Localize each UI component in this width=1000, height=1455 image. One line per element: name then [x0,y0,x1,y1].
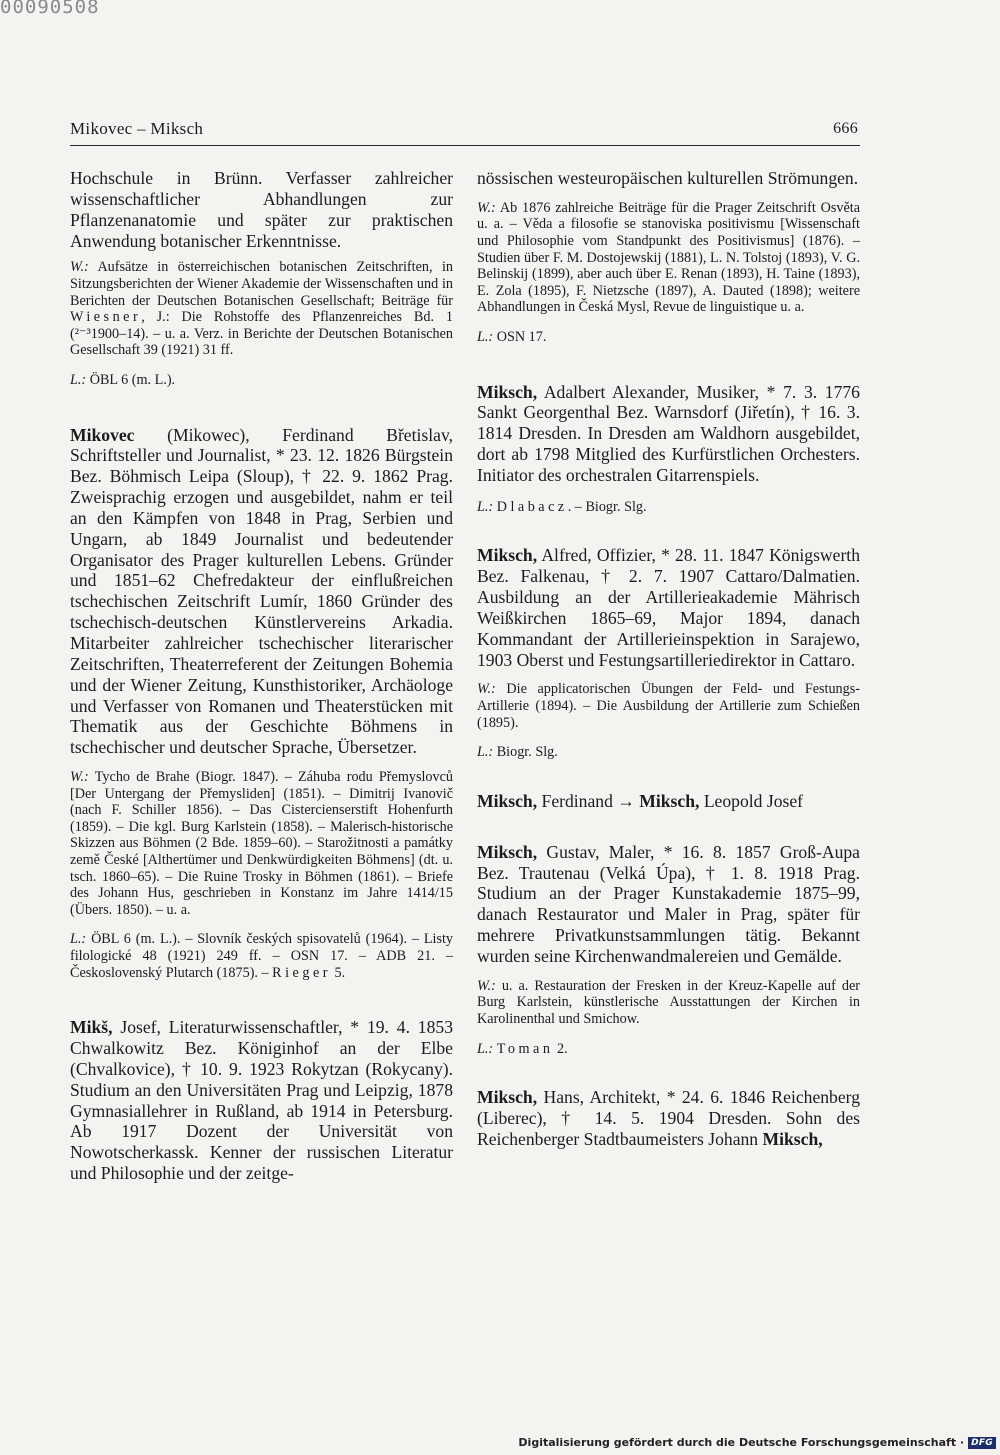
lit-text-end: 5. [334,964,346,981]
entry-body: Ferdinand [541,790,613,811]
lit-label: L.: [477,1040,494,1057]
entry-gustav-works [477,978,860,1028]
entry-gustav-text [477,842,860,967]
works-text: Aufsätze in österreichischen botanischen Zeitschriften, in Sitzungsberichten der Wiener Akademie der Wissenschaften und in Berichten der Deutschen Botanischen Gesellschaft; Beiträge für [70,259,453,309]
lit-label: L.: [70,931,87,948]
digitization-footer [518,1436,996,1449]
works-label: W.: [477,977,496,994]
lit-text-end: 2. [556,1040,568,1057]
works-label: W.: [477,199,496,216]
right-column [477,168,860,1150]
entry-headword: Mikš, [70,1017,113,1038]
lit-text: ÖBL 6 (m. L.). – Slovník českých spisovatelů (1964). – Listy filologické 48 (1921) 249 ff. – OSN 17. – ADB 21. – Československý Plutarch (1875). – [70,931,454,981]
entry-miksch-gustav [477,842,860,1057]
lit-label: L.: [477,498,494,515]
works-label: W.: [70,259,89,276]
works-text-end: , J.: Die Rohstoffe des Pflanzenreiches Bd. 1 (²⁻³1900–14). – u. a. Verz. in Berichte der Deutschen Botanischen Gesellschaft 39 (1921) 31 ff. [70,309,453,359]
entry-alfred-works [477,681,860,731]
lit-spaced-name: Toman [496,1040,554,1057]
entry-headword: Mikovec [70,424,135,445]
continued-entry-works [477,200,860,316]
entry-hans-text [477,1087,860,1150]
footer-text: Digitalisierung gefördert durch die Deutsche Forschungsgemeinschaft · [518,1436,965,1449]
scan-id: 00090508 [0,0,100,18]
works-label: W.: [70,769,89,786]
entry-adalbert-literature [477,499,860,516]
running-head-title: Mikovec – Miksch [70,119,204,138]
entry-miks-text [70,1017,453,1184]
entry-body: (Mikowec), Ferdinand Břetislav, Schriftsteller und Journalist, * 23. 12. 1826 Bürgstein Bez. Böhmisch Leipa (Sloup), † 22. 9. 1862 Prag. Zweisprachig erzogen und ausgebildet, nahm er teil an den Kämpfen von 1848 in Prag, Serbien und Ungarn, ab 1849 Journalist und bedeutender Organisator des Prager kulturellen Lebens. Gründer und 1851–62 Chefredakteur der einflußreichen tschechischen Zeitschrift Lumír, 1860 Gründer des tschechisch-deutschen Künstlervereins Arkadia. Mitarbeiter zahlreicher tschechischer literarischer Zeitschriften, Theaterreferent der Zeitungen Bohemia und der Wiener Zeitung, Kunsthistoriker, Archäologe und Verfasser von Romanen und Theaterstücken mit Thematik aus der Geschichte Böhmens in tschechischer und deutscher Sprache, Übersetzer. [70,424,453,758]
entry-miksch-alfred [477,545,860,760]
cross-reference-arrow-icon: → [617,790,635,811]
entry-body: Josef, Literaturwissenschaftler, * 19. 4. 1853 Chwalkowitz Bez. Königinhof an der Elbe (Chvalkovice), † 10. 9. 1923 Rokytzan (Rokycany). Studium an den Universitäten Prag und Leipzig, 1878 Gymnasiallehrer in Rußland, ab 1914 in Petersburg. Ab 1917 Dozent der Universität von Nowotscherkassk. Kenner der russischen Literatur und Philosophie und der zeitge- [70,1017,453,1184]
entry-body: Adalbert Alexander, Musiker, * 7. 3. 1776 Sankt Georgenthal Bez. Warnsdorf (Jiřetín), † 16. 3. 1814 Dresden. In Dresden am Waldhorn ausgebildet, dort ab 1798 Mitglied des Kurfürstlichen Orchesters. Initiator des orchestralen Gitarrenspiels. [477,381,860,485]
lit-text: OSN 17. [496,329,547,345]
entry-mikovec-text [70,425,453,759]
entry-headword: Miksch, [477,790,538,811]
entry-headword: Miksch, [477,381,538,402]
works-text: Die applicatorischen Übungen der Feld- und Festungs-Artillerie (1894). – Die Ausbildung der Artillerie zum Schießen (1895). [477,681,860,731]
continued-entry-text: nössischen westeuropäischen kulturellen Strömungen. [477,168,859,188]
running-head [70,119,860,139]
lit-text: ÖBL 6 (m. L.). [89,371,176,388]
entry-alfred-literature [477,744,860,761]
left-column [70,168,453,1184]
works-spaced-name: Wiesner [70,309,142,326]
entry-alfred-text [477,545,860,670]
entry-body: Alfred, Offizier, * 28. 11. 1847 Königswerth Bez. Falkenau, † 2. 7. 1907 Cattaro/Dalmatien. Ausbildung an der Artillerieakademie Mährisch Weißkirchen 1865–69, Major 1894, danach Kommandant der Artillerieinspektion in Sarajewo, 1903 Oberst und Festungsartilleriedirektor in Cattaro. [477,545,860,670]
works-label: W.: [477,681,496,698]
entry-miksch-adalbert [477,382,860,516]
entry-gustav-literature [477,1041,860,1058]
page-number: 666 [833,120,858,137]
works-text: u. a. Restauration der Fresken in der Kreuz-Kapelle auf der Burg Karlstein, künstlerische Ausstattungen der Kirchen in Karolinenthal und Smichow. [477,977,860,1027]
continued-entry-literature [70,372,453,389]
entry-miks [70,1017,453,1184]
entry-headword: Miksch, [477,545,538,566]
cross-reference-text: Leopold Josef [703,790,804,811]
entry-mikovec-literature [70,931,453,981]
lit-text-end: . – Biogr. Slg. [567,498,647,515]
entry-body: Gustav, Maler, * 16. 8. 1857 Groß-Aupa Bez. Trautenau (Velká Úpa), † 1. 8. 1918 Prag. Studium an der Prager Kunstakademie 1875–99, danach Restaurator und Maler in Prag, später für mehrere Privatkunstsammlungen tätig. Bekannt wurden seine Kirchenwandmalereien und Gemälde. [477,841,860,966]
header-rule [70,145,860,146]
entry-adalbert-text [477,382,860,486]
lit-text: Biogr. Slg. [496,744,558,761]
lit-spaced-name: Dlabacz [496,498,568,515]
lit-label: L.: [477,744,494,761]
continued-entry-text: Hochschule in Brünn. Verfasser zahlreicher wissenschaftlicher Abhandlungen zur Pflanzenanatomie und später zur praktischen Anwendung botanischer Erkenntnisse. [70,168,453,251]
works-text: Ab 1876 zahlreiche Beiträge für die Prager Zeitschrift Osvěta u. a. – Věda a filosofie se stanoviska positivismu [Wissenschaft und Philosophie vom Standpunkt des Positivismus] (1876). – Studien über F. M. Dostojewskij (1881), L. N. Tolstoj (1893), V. G. Belinskij (1899), aber auch über E. Renan (1893), H. Taine (1893), E. Zola (1895), F. Nietzsche (1897), A. Dauted (1898); weitere Abhandlungen in Česká Mysl, Revue de linguistique u. a. [477,199,860,316]
continued-entry-works [70,259,453,359]
entry-headword: Miksch, [477,1087,538,1108]
continued-entry-literature [477,329,860,346]
lit-spaced-name: Rieger [272,964,331,981]
entry-ferdinand-text [477,791,860,812]
works-text: Tycho de Brahe (Biogr. 1847). – Záhuba rodu Přemyslovců [Der Untergang der Přemysliden] (1851). – Dimitrij Ivanovič (nach F. Schiller 1856). – Das Cistercienserstift Hohenfurth (1859). – Die kgl. Burg Karlstein (1858). – Malerisch-historische Skizzen aus Böhmen (2 Bde. 1859–60). – Starožitnosti a památky země České [Althertümer und Denkwürdigkeiten Böhmens] (dt. u. tsch. 1860–65). – Die Ruine Trosky in Böhmen (1861). – Briefe des Johann Hus, geschrieben in Konstanz im Jahre 1414/15 (Übers. 1850). – u. a. [70,769,453,918]
entry-body-bold-name: Miksch, [762,1128,823,1149]
lit-label: L.: [477,329,494,345]
entry-miksch-ferdinand [477,791,860,812]
entry-miksch-hans [477,1087,860,1150]
entry-mikovec [70,425,453,982]
entry-body: Hans, Architekt, * 24. 6. 1846 Reichenberg (Liberec), † 14. 5. 1904 Dresden. Sohn des Reichenberger Stadtbaumeisters Johann [477,1087,860,1149]
lit-label: L.: [70,371,87,388]
cross-reference-headword: Miksch, [639,790,700,811]
entry-mikovec-works [70,769,453,918]
entry-headword: Miksch, [477,841,538,862]
dfg-logo: DFG [968,1437,996,1449]
